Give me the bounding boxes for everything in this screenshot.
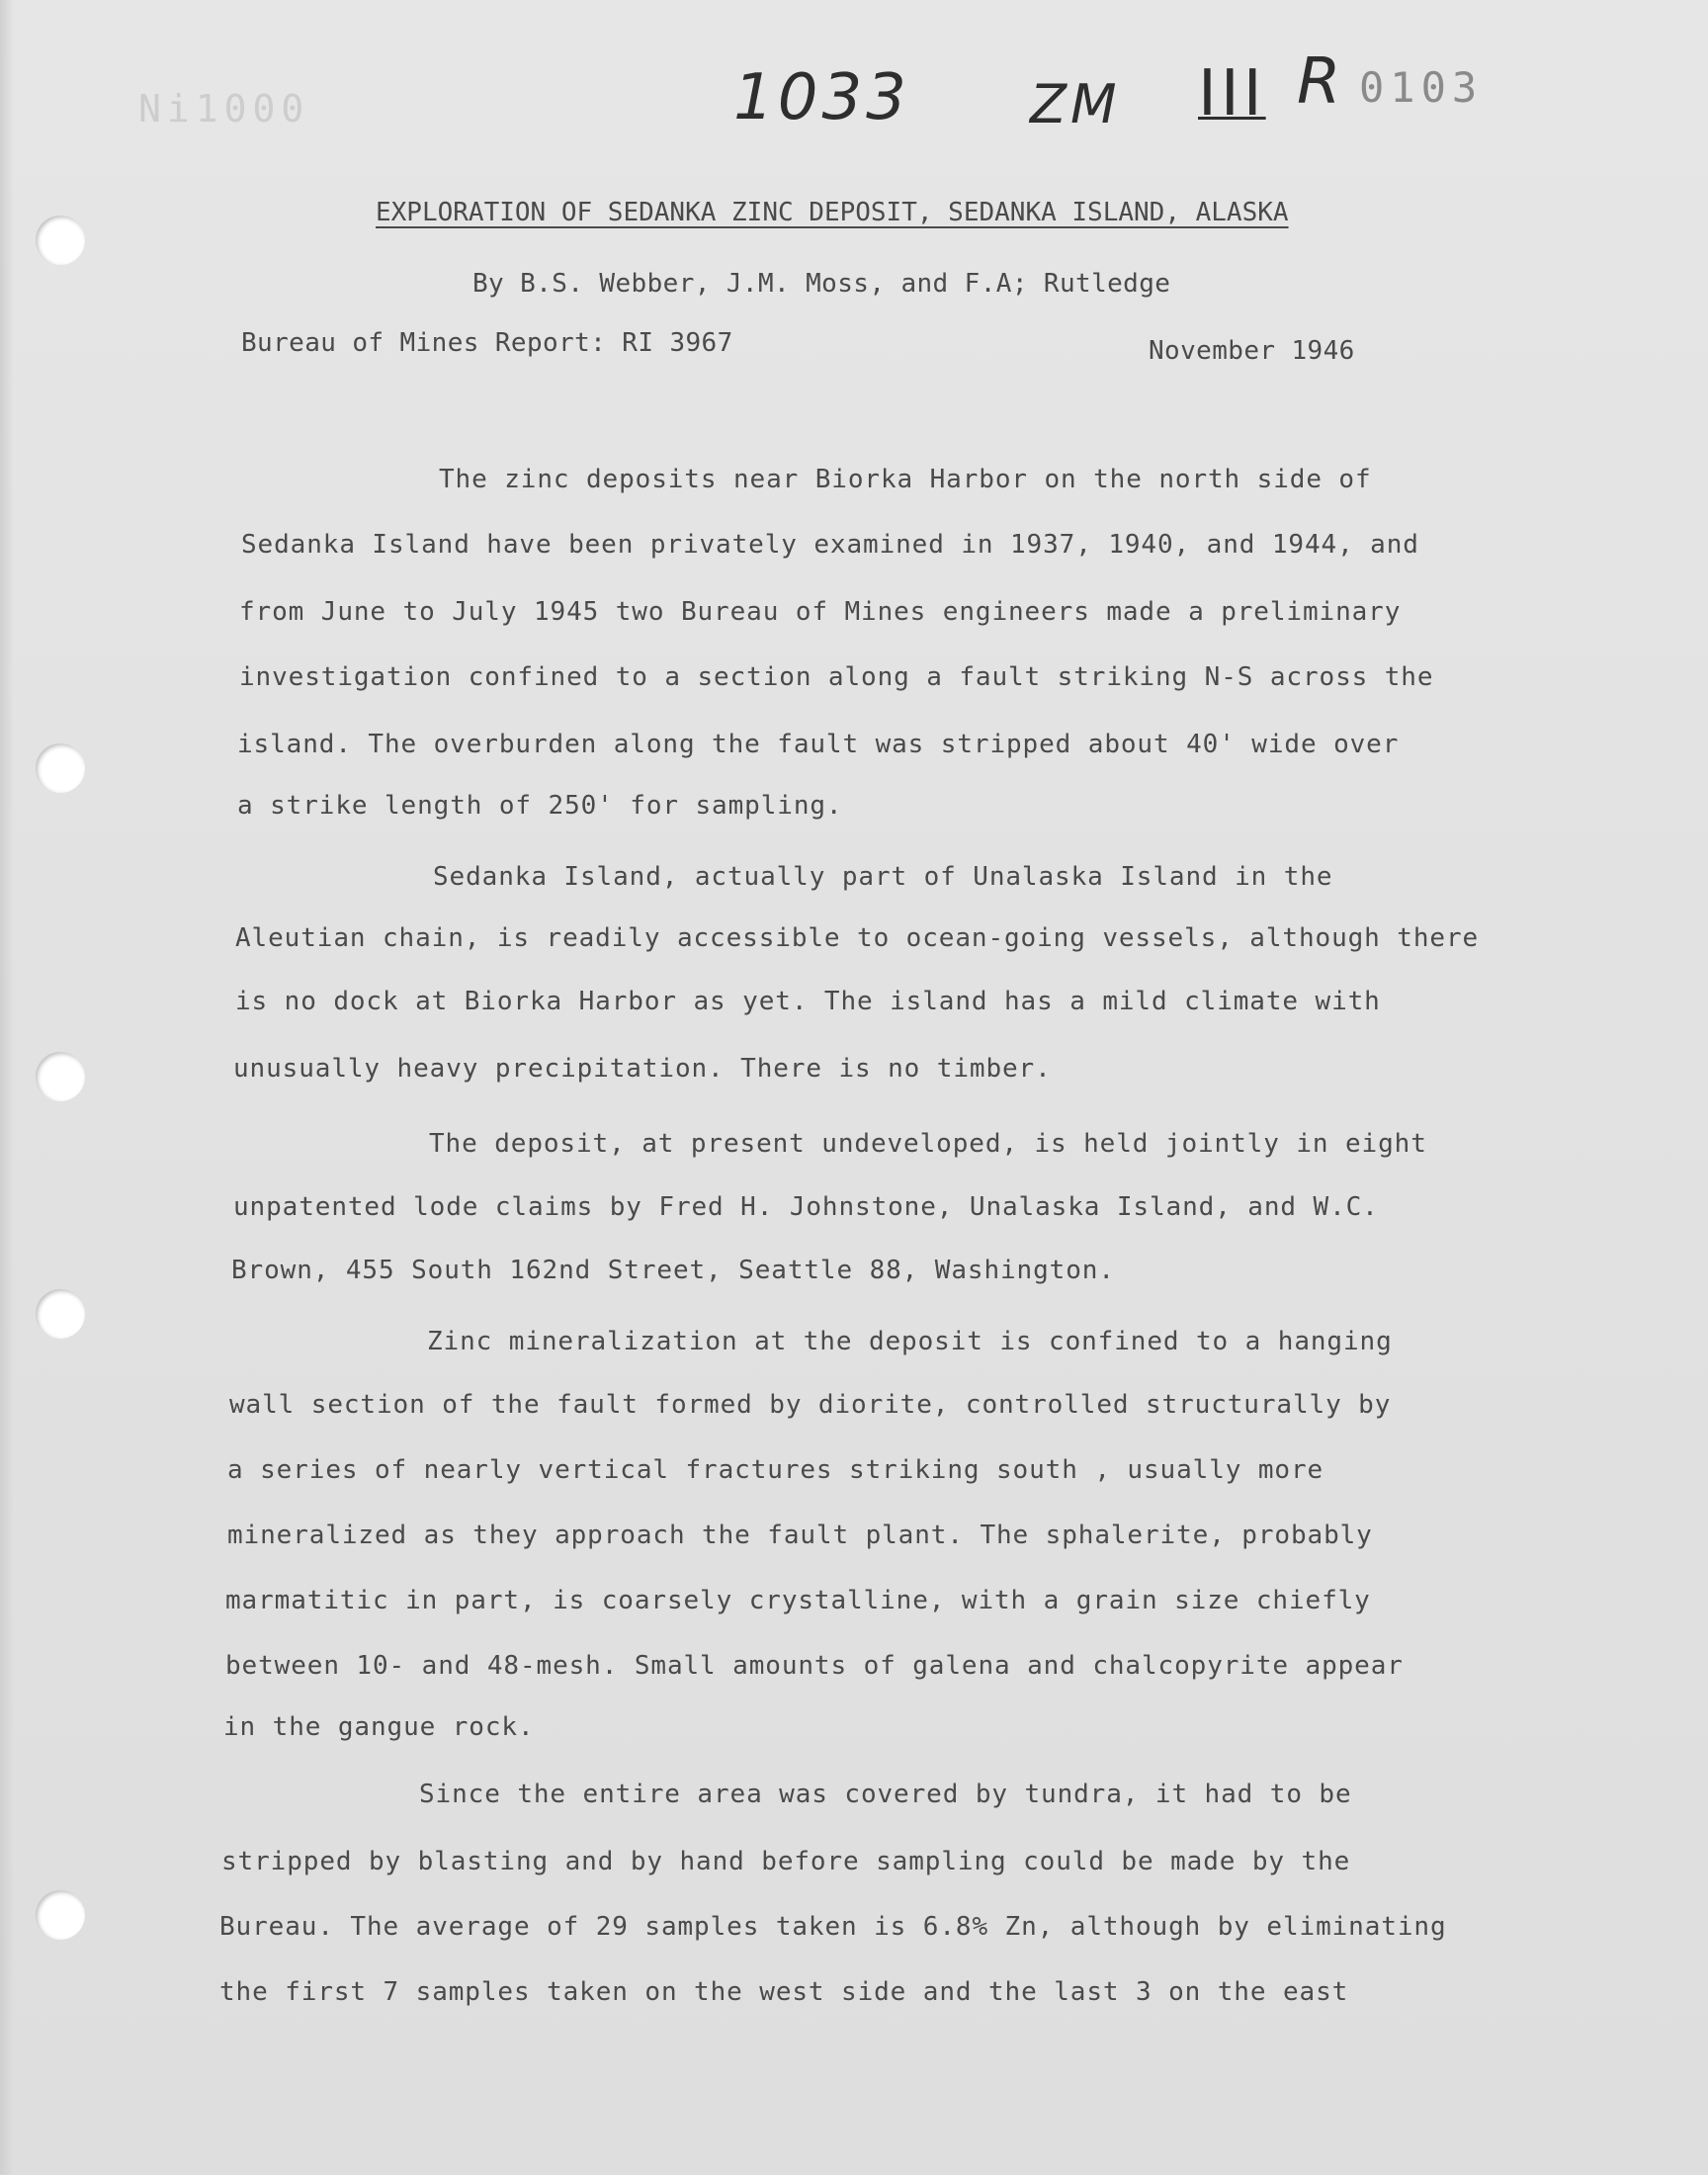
handwritten-letter: R [1297,45,1345,119]
punch-hole [36,216,85,265]
page-edge-shadow [0,0,14,2175]
body-line: Sedanka Island have been privately examined in 1937, 1940, and 1944, and [241,530,1419,560]
body-line: mineralized as they approach the fault plant. The sphalerite, probably [227,1521,1373,1550]
body-line: The deposit, at present undeveloped, is held jointly in eight [429,1129,1427,1159]
handwritten-roman-numeral: III [1198,57,1266,130]
body-line: a series of nearly vertical fractures striking south , usually more [227,1455,1324,1485]
handwritten-initials: ZM [1030,73,1121,135]
report-date: November 1946 [1149,336,1355,366]
body-line: marmatitic in part, is coarsely crystalline, with a grain size chiefly [225,1586,1371,1615]
stamp-number: 0103 [1359,63,1484,112]
report-number: Bureau of Mines Report: RI 3967 [241,328,733,358]
handwritten-number: 1033 [733,61,910,134]
body-line: Aleutian chain, is readily accessible to ocean-going vessels, although there [235,923,1480,953]
body-line: Since the entire area was covered by tundra, it had to be [419,1780,1352,1809]
punch-hole [36,1052,85,1101]
body-line: the first 7 samples taken on the west side and the last 3 on the east [219,1977,1349,2007]
body-line: a strike length of 250' for sampling. [237,791,843,821]
body-line: wall section of the fault formed by diorite, controlled structurally by [229,1390,1392,1420]
punch-hole [36,1890,85,1940]
body-line: The zinc deposits near Biorka Harbor on the north side of [439,465,1372,494]
body-line: in the gangue rock. [223,1712,535,1742]
body-line: island. The overburden along the fault was stripped about 40' wide over [237,730,1400,759]
punch-hole [36,743,85,793]
document-title: EXPLORATION OF SEDANKA ZINC DEPOSIT, SEDANKA ISLAND, ALASKA [376,198,1289,227]
body-line: investigation confined to a section along a fault striking N-S across the [239,662,1434,692]
body-line: Bureau. The average of 29 samples taken is 6.8% Zn, although by eliminating [219,1912,1447,1942]
body-line: stripped by blasting and by hand before sampling could be made by the [221,1847,1351,1876]
body-line: Zinc mineralization at the deposit is confined to a hanging [427,1327,1393,1356]
body-line: is no dock at Biorka Harbor as yet. The island has a mild climate with [235,987,1381,1016]
body-line: Brown, 455 South 162nd Street, Seattle 88, Washington. [231,1256,1115,1285]
punch-hole [36,1289,85,1339]
body-line: Sedanka Island, actually part of Unalaska Island in the [433,862,1333,892]
body-line: unusually heavy precipitation. There is no timber. [233,1054,1052,1084]
faint-stamp-number: Ni1000 [138,87,310,130]
body-line: unpatented lode claims by Fred H. Johnstone, Unalaska Island, and W.C. [233,1192,1379,1222]
body-line: between 10- and 48-mesh. Small amounts of galena and chalcopyrite appear [225,1651,1404,1681]
body-line: from June to July 1945 two Bureau of Mines engineers made a preliminary [239,597,1402,627]
document-authors: By B.S. Webber, J.M. Moss, and F.A; Rutledge [472,269,1171,299]
